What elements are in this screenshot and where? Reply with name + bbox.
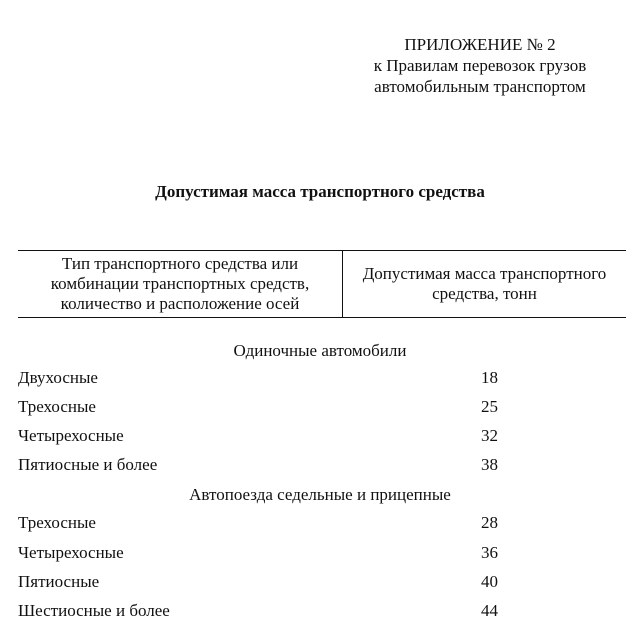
row-allowed-mass: 18 bbox=[481, 368, 498, 387]
row-allowed-mass: 25 bbox=[481, 397, 498, 416]
annex-reference-line-1: к Правилам перевозок грузов bbox=[373, 56, 587, 75]
row-vehicle-type: Пятиосные и более bbox=[18, 455, 158, 474]
table-row bbox=[18, 512, 498, 534]
section-title-single-vehicles: Одиночные автомобили bbox=[233, 341, 407, 360]
table-row bbox=[18, 367, 498, 389]
table-row bbox=[18, 571, 498, 593]
annex-block bbox=[330, 34, 630, 97]
row-vehicle-type: Шестиосные и более bbox=[18, 601, 170, 620]
table-row bbox=[18, 425, 498, 447]
table-row bbox=[18, 396, 498, 418]
row-vehicle-type: Двухосные bbox=[18, 368, 98, 387]
annex-number: ПРИЛОЖЕНИЕ № 2 bbox=[404, 35, 556, 54]
row-allowed-mass: 28 bbox=[481, 513, 498, 532]
row-allowed-mass: 44 bbox=[481, 601, 498, 620]
row-allowed-mass: 36 bbox=[481, 543, 498, 562]
row-allowed-mass: 32 bbox=[481, 426, 498, 445]
row-vehicle-type: Трехосные bbox=[18, 513, 96, 532]
row-vehicle-type: Четырехосные bbox=[18, 543, 124, 562]
row-allowed-mass: 38 bbox=[481, 455, 498, 474]
section-title-road-trains: Автопоезда седельные и прицепные bbox=[189, 485, 451, 504]
table-header bbox=[18, 250, 626, 318]
header-mass-line: средства, тонн bbox=[432, 284, 537, 303]
annex-reference-line-2: автомобильным транспортом bbox=[374, 77, 586, 96]
header-mass-line: Допустимая масса транспортного bbox=[362, 264, 607, 283]
document-title: Допустимая масса транспортного средства bbox=[155, 182, 485, 201]
header-type-line: количество и расположение осей bbox=[60, 294, 300, 313]
table-row bbox=[18, 600, 498, 622]
table-row bbox=[18, 454, 498, 476]
row-vehicle-type: Четырехосные bbox=[18, 426, 124, 445]
row-vehicle-type: Пятиосные bbox=[18, 572, 100, 591]
header-type-line: Тип транспортного средства или bbox=[61, 254, 299, 273]
header-cell-allowed-mass bbox=[343, 251, 626, 317]
row-vehicle-type: Трехосные bbox=[18, 397, 96, 416]
header-type-line: комбинации транспортных средств, bbox=[50, 274, 310, 293]
header-cell-vehicle-type bbox=[18, 251, 343, 317]
row-allowed-mass: 40 bbox=[481, 572, 498, 591]
table-row bbox=[18, 542, 498, 564]
